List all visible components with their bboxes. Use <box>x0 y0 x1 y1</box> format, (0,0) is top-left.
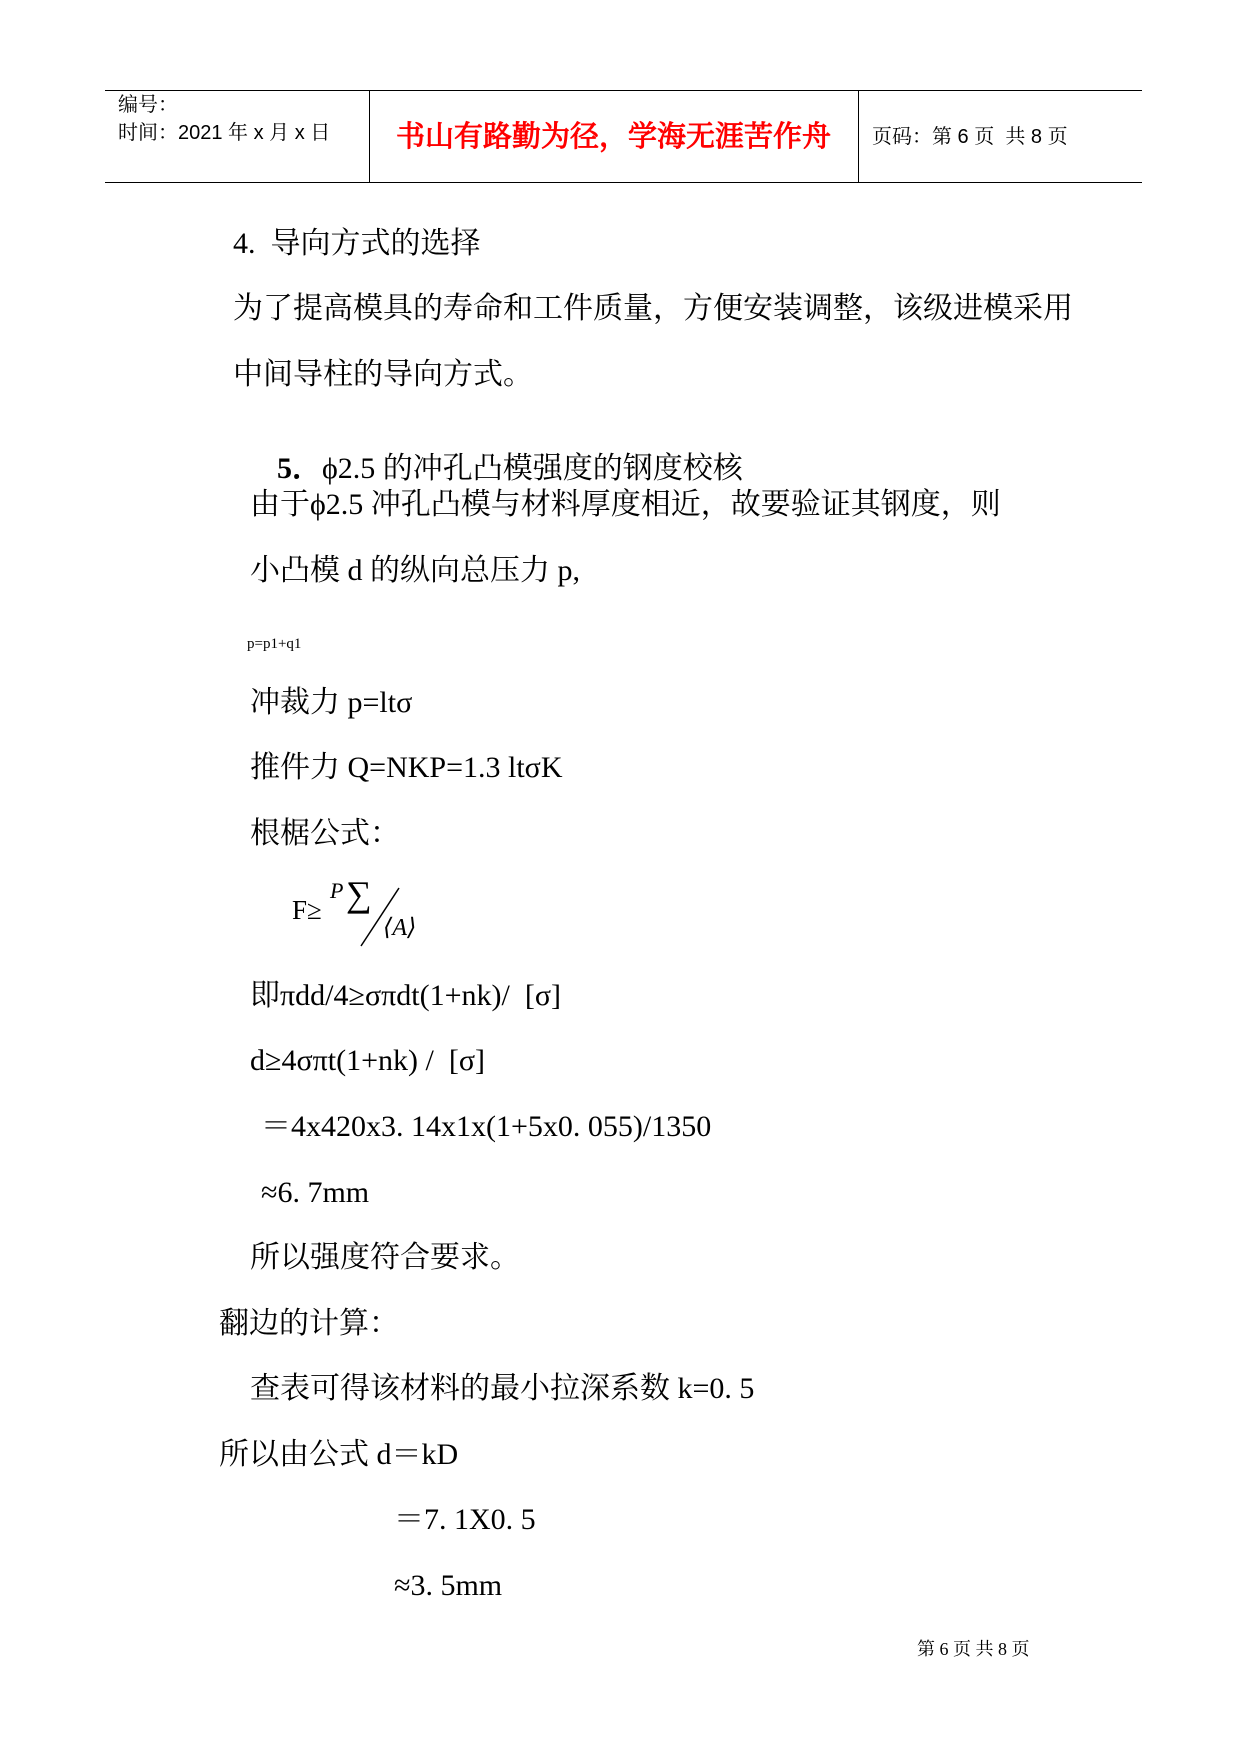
header-time-label: 时间：2021 年 x 月 x 日 <box>118 122 331 144</box>
header-number-label: 编号： <box>118 94 178 116</box>
section5-title: ϕ2.5 的冲孔凸模强度的钢度校核 <box>322 452 743 485</box>
derivation-line1: 即πdd/4≥σπdt(1+nk)/ [σ] <box>250 979 561 1012</box>
calculation-result: ≈6. 7mm <box>261 1176 370 1209</box>
pushing-force-line: 推件力 Q=NKP=1.3 ltσK <box>250 751 563 784</box>
flange-result: ≈3. 5mm <box>394 1569 503 1602</box>
header-page-label: 页码：第 6 页 共 8 页 <box>872 126 1068 148</box>
header-motto: 书山有路勤为径，学海无涯苦作舟 <box>395 121 831 153</box>
header-bottom-rule <box>105 182 1142 183</box>
section5-number: 5． <box>277 452 322 485</box>
strength-conclusion: 所以强度符合要求。 <box>250 1241 520 1274</box>
section4-paragraph-line2: 中间导柱的导向方式。 <box>233 358 533 391</box>
section5-paragraph-line1: 由于ϕ2.5 冲孔凸模与材料厚度相近，故要验证其钢度，则 <box>250 488 1001 521</box>
section5-paragraph-line2: 小凸模 d 的纵向总压力 p, <box>250 554 580 587</box>
header-divider-right <box>858 90 859 182</box>
punching-force-line: 冲裁力 p=ltσ <box>250 686 413 719</box>
flange-title: 翻边的计算： <box>219 1307 399 1340</box>
footer-page-number: 第 6 页 共 8 页 <box>917 1639 1030 1659</box>
flange-paragraph: 查表可得该材料的最小拉深系数 k=0. 5 <box>250 1372 755 1405</box>
formula-denominator: ⟨A⟩ <box>383 915 417 941</box>
formula-intro: 根椐公式： <box>250 817 400 850</box>
flange-calculation: ＝7. 1X0. 5 <box>394 1503 536 1536</box>
formula-lhs: F≥ <box>292 895 322 925</box>
formula-numerator-var: P <box>330 878 344 903</box>
header-top-rule <box>105 90 1142 91</box>
section4-title: 4. 导向方式的选择 <box>233 227 481 260</box>
flange-formula: 所以由公式 d＝kD <box>219 1438 459 1471</box>
derivation-line2: d≥4σπt(1+nk) / [σ] <box>250 1044 486 1077</box>
pressure-formula: p=p1+q1 <box>247 636 302 652</box>
section4-paragraph-line1: 为了提高模具的寿命和工件质量，方便安装调整，该级进模采用 <box>233 292 1073 325</box>
formula-sum-symbol: ∑ <box>346 874 372 914</box>
calculation-line1: ＝4x420x3. 14x1x(1+5x0. 055)/1350 <box>261 1110 712 1143</box>
